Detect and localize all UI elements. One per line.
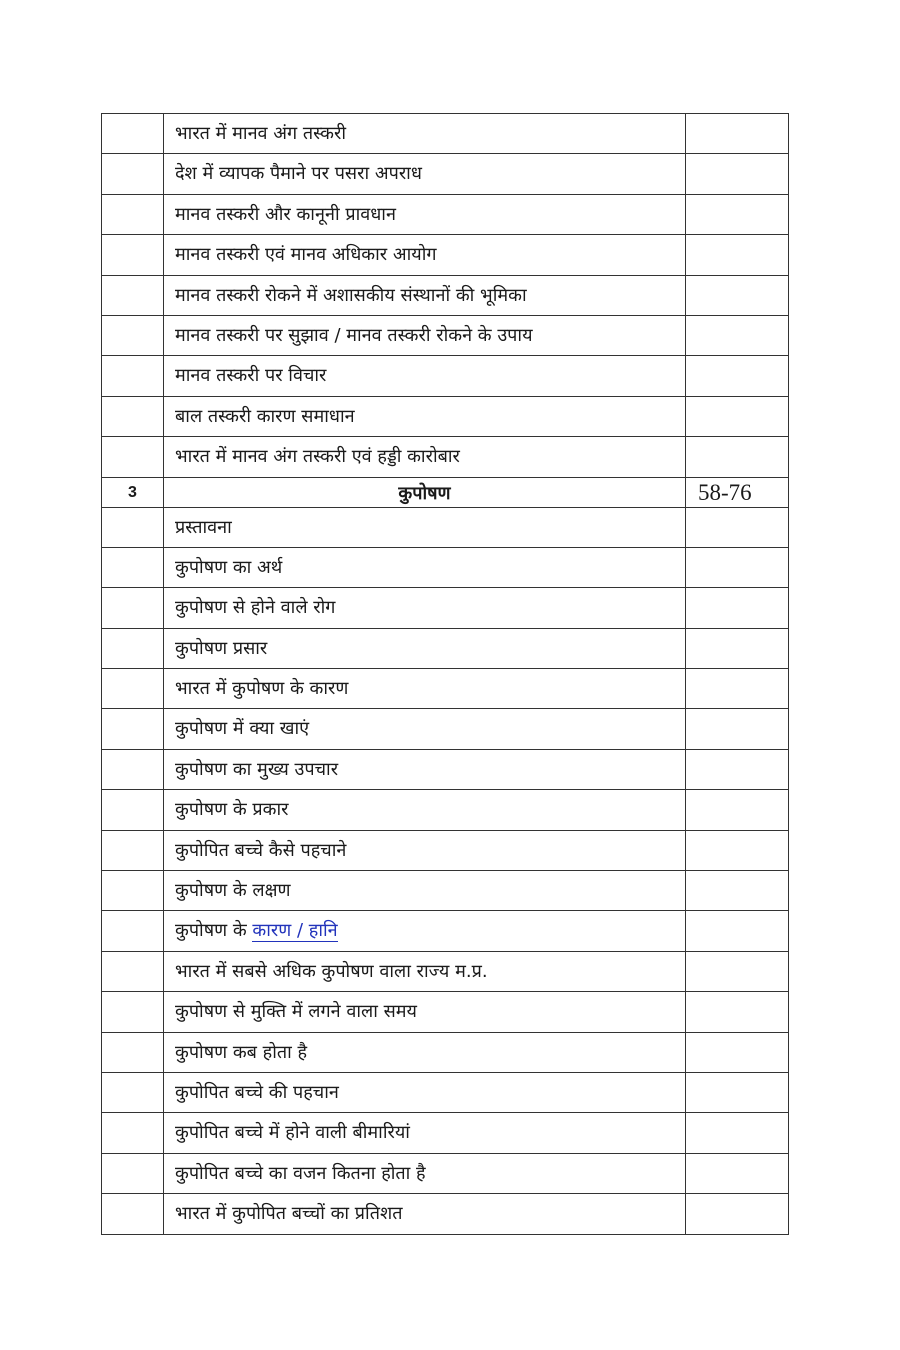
chapter-number-cell [102, 396, 164, 436]
page-range-cell [686, 1153, 789, 1193]
table-row [102, 709, 789, 749]
table-row [102, 1113, 789, 1153]
page-range-cell [686, 114, 789, 154]
page-range-cell [686, 315, 789, 355]
table-row [102, 669, 789, 709]
page-range-cell [686, 628, 789, 668]
chapter-number-cell [102, 275, 164, 315]
topic-cell: भारत में मानव अंग तस्करी [164, 114, 686, 154]
contents-table-body [102, 114, 789, 1235]
topic-cell: मानव तस्करी एवं मानव अधिकार आयोग [164, 235, 686, 275]
page-range-cell [686, 396, 789, 436]
topic-cell [164, 911, 686, 951]
contents-table [101, 113, 789, 1235]
page-range-cell [686, 749, 789, 789]
chapter-number-cell [102, 628, 164, 668]
table-row [102, 1153, 789, 1193]
chapter-number-cell [102, 951, 164, 991]
chapter-number-cell [102, 507, 164, 547]
chapter-number-cell [102, 830, 164, 870]
topic-cell: मानव तस्करी और कानूनी प्रावधान [164, 194, 686, 234]
chapter-number-cell [102, 669, 164, 709]
topic-cell: मानव तस्करी पर विचार [164, 356, 686, 396]
chapter-number-cell [102, 1032, 164, 1072]
chapter-number-cell [102, 114, 164, 154]
page-range-cell [686, 356, 789, 396]
table-row [102, 154, 789, 194]
topic-cell: भारत में कुपोपित बच्चों का प्रतिशत [164, 1194, 686, 1234]
table-row [102, 830, 789, 870]
topic-cell: कुपोपित बच्चे कैसे पहचाने [164, 830, 686, 870]
topic-cell: कुपोषण के लक्षण [164, 871, 686, 911]
topic-cell: कुपोषण प्रसार [164, 628, 686, 668]
table-row [102, 437, 789, 477]
table-row [102, 1194, 789, 1234]
table-row [102, 356, 789, 396]
chapter-number-cell [102, 1072, 164, 1112]
page-range-cell [686, 154, 789, 194]
topic-cell: देश में व्यापक पैमाने पर पसरा अपराध [164, 154, 686, 194]
table-row [102, 1032, 789, 1072]
table-row [102, 114, 789, 154]
topic-cell: कुपोषण में क्या खाएं [164, 709, 686, 749]
topic-cell: कुपोपित बच्चे का वजन कितना होता है [164, 1153, 686, 1193]
topic-cell: मानव तस्करी पर सुझाव / मानव तस्करी रोकने के उपाय [164, 315, 686, 355]
page-range-cell [686, 1194, 789, 1234]
page-range-cell [686, 871, 789, 911]
chapter-number-cell [102, 194, 164, 234]
topic-cell: मानव तस्करी रोकने में अशासकीय संस्थानों की भूमिका [164, 275, 686, 315]
topic-cell: बाल तस्करी कारण समाधान [164, 396, 686, 436]
chapter-number-cell [102, 1194, 164, 1234]
table-row [102, 507, 789, 547]
chapter-number-cell [102, 1113, 164, 1153]
page-range-cell [686, 992, 789, 1032]
table-row [102, 396, 789, 436]
table-row [102, 790, 789, 830]
chapter-number-cell [102, 356, 164, 396]
page-range-cell [686, 437, 789, 477]
topic-cell: कुपोषण का अर्थ [164, 547, 686, 587]
page-range-cell [686, 547, 789, 587]
topic-cell: भारत में सबसे अधिक कुपोषण वाला राज्य म.प्र. [164, 951, 686, 991]
table-row [102, 951, 789, 991]
page-range-cell [686, 588, 789, 628]
chapter-number-cell [102, 154, 164, 194]
table-row [102, 992, 789, 1032]
page-range-cell [686, 275, 789, 315]
page-range-cell [686, 951, 789, 991]
chapter-number-cell [102, 315, 164, 355]
chapter-number-cell [102, 547, 164, 587]
chapter-number-cell [102, 992, 164, 1032]
table-row [102, 235, 789, 275]
page-range-cell [686, 709, 789, 749]
topic-cell: कुपोषण से होने वाले रोग [164, 588, 686, 628]
page-range-cell [686, 1113, 789, 1153]
chapter-number-cell [102, 911, 164, 951]
chapter-number-cell [102, 1153, 164, 1193]
page-range-cell [686, 235, 789, 275]
table-row [102, 275, 789, 315]
table-row [102, 547, 789, 587]
chapter-number-cell [102, 235, 164, 275]
topic-cell: कुपोपित बच्चे में होने वाली बीमारियां [164, 1113, 686, 1153]
topic-cell: कुपोषण के प्रकार [164, 790, 686, 830]
table-row [102, 194, 789, 234]
table-row [102, 911, 789, 951]
page-range-cell [686, 790, 789, 830]
topic-prefix: कुपोषण के [175, 920, 253, 942]
topic-cell: कुपोपित बच्चे की पहचान [164, 1072, 686, 1112]
page-range-cell [686, 1032, 789, 1072]
page-range-cell [686, 1072, 789, 1112]
table-row [102, 871, 789, 911]
page-range-cell [686, 669, 789, 709]
section-page-range: 58-76 [686, 477, 789, 507]
chapter-number-cell [102, 437, 164, 477]
causes-harms-link[interactable]: कारण / हानि [252, 920, 338, 942]
chapter-number-cell [102, 871, 164, 911]
section-heading-row [102, 477, 789, 507]
page-range-cell [686, 911, 789, 951]
topic-cell: भारत में मानव अंग तस्करी एवं हड्डी कारोबार [164, 437, 686, 477]
table-row [102, 749, 789, 789]
page-range-cell [686, 194, 789, 234]
topic-cell: कुपोषण का मुख्य उपचार [164, 749, 686, 789]
topic-cell: कुपोषण कब होता है [164, 1032, 686, 1072]
topic-cell: कुपोषण से मुक्ति में लगने वाला समय [164, 992, 686, 1032]
section-number: 3 [102, 477, 164, 507]
table-row [102, 1072, 789, 1112]
topic-cell: प्रस्तावना [164, 507, 686, 547]
chapter-number-cell [102, 588, 164, 628]
chapter-number-cell [102, 749, 164, 789]
section-title: कुपोषण [164, 477, 686, 507]
chapter-number-cell [102, 790, 164, 830]
table-row [102, 588, 789, 628]
page-range-cell [686, 830, 789, 870]
page-range-cell [686, 507, 789, 547]
table-row [102, 315, 789, 355]
table-row [102, 628, 789, 668]
chapter-number-cell [102, 709, 164, 749]
topic-cell: भारत में कुपोषण के कारण [164, 669, 686, 709]
